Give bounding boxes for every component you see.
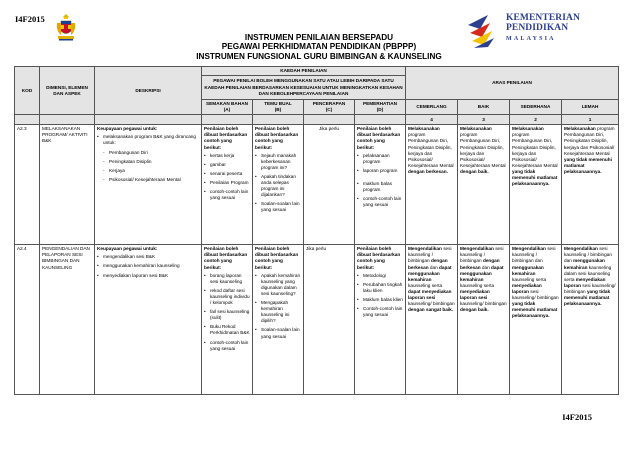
method-item: • contoh-contoh lain yang sesuai bbox=[357, 196, 403, 208]
method-item: • borang laporan sesi kaunseling bbox=[204, 273, 250, 285]
header-aras-penilaian: ARAS PENILAIAN bbox=[406, 67, 619, 100]
header-score-2: 2 bbox=[510, 115, 562, 125]
method-item: • Perubahan tingkah laku klien bbox=[357, 282, 403, 294]
method-item: • Metodologi bbox=[357, 273, 403, 279]
method-item: • fail sesi kaunseling (sulit) bbox=[204, 309, 250, 321]
method-item: • maklum balas program bbox=[357, 181, 403, 193]
row-method-d bbox=[355, 245, 406, 395]
method-item: • contoh-contoh lain yang sesuai bbox=[204, 340, 250, 352]
method-lead: Penilaian boleh dibuat berdasarkan contoh yang berikut: bbox=[357, 246, 401, 270]
row-level-3: Mengendalikan sesi kaunseling / bimbingan dengan berkesan dan dapat menggunakan kemahiran kaunseling serta menyediakan laporan sesi kaunseling/ bimbingan dengan baik. bbox=[458, 245, 510, 395]
logo-line-2: PENDIDIKAN bbox=[506, 22, 569, 33]
method-item: • Penilaian Program bbox=[204, 180, 250, 186]
method-item: • Apakah kemahiran kaunseling yang digunakan dalam sesi kaunseling? bbox=[255, 273, 301, 297]
method-lead: Penilaian boleh dibuat berdasarkan contoh yang berikut: bbox=[357, 126, 401, 150]
row-dimensi: MELAKSANAKAN PROGRAM/ AKTIVITI B&K bbox=[40, 125, 95, 245]
logo-line-3: MALAYSIA bbox=[506, 36, 556, 43]
method-item: • gambar bbox=[204, 162, 250, 168]
method-lead: Penilaian boleh dibuat berdasarkan contoh yang berikut: bbox=[255, 246, 299, 270]
header-method-b: TEMU BUAL (B) bbox=[253, 100, 304, 115]
header-method-c: PENCERAPAN (C) bbox=[304, 100, 355, 115]
method-item: • kertas kerja bbox=[204, 153, 250, 159]
method-lead: Penilaian boleh dibuat berdasarkan contoh yang berikut: bbox=[204, 246, 248, 270]
method-lead: Penilaian boleh dibuat berdasarkan contoh yang berikut: bbox=[255, 126, 299, 150]
row-level-2: Mengendalikan sesi kaunseling / bimbingan dan menggunakan kemahiran kaunseling serta menyediakan laporan sesi kaunseling/ bimbingan yang tidak memenuhi matlamat pelaksanaannya. bbox=[510, 245, 562, 395]
header-score-blank bbox=[15, 115, 40, 125]
row-method-c: Jika perlu bbox=[304, 245, 355, 395]
header-row-scores bbox=[15, 115, 619, 125]
title-line-3: INSTRUMEN FUNGSIONAL GURU BIMBINGAN & KAUNSELING bbox=[196, 51, 442, 61]
row-deskripsi bbox=[95, 125, 202, 245]
row-level-3: Melaksanakan program Pembangunan Diri, Peningkatan Disiplin, kerjaya dan Psikososial/ Kesejahteraan Mental dengan baik. bbox=[458, 125, 510, 245]
desk-subitem: - Psikososial/ Kesejahteraan Mental bbox=[103, 177, 199, 183]
row-level-4: Mengendalikan sesi kaunseling / bimbingan dengan berkesan dan dapat menggunakan kemahiran kaunseling serta dapat menyediakan laporan sesi kaunseling/ bimbingan dengan sangat baik. bbox=[406, 245, 458, 395]
method-item: • laporan program bbox=[357, 168, 403, 174]
desk-item: • menggunakan kemahiran kaunseling bbox=[97, 263, 199, 269]
header-method-a: SEMAKAN BAHAN (A) bbox=[202, 100, 253, 115]
row-level-2: Melaksanakan program Pembangunan Diri, Peningkatan Disiplin, kerjaya dan Psikososial/ Kesejahteraan Mental yang tidak memenuhi matlamat pelaksanaannya. bbox=[510, 125, 562, 245]
row-method-b bbox=[253, 245, 304, 395]
header-row-1 bbox=[15, 67, 619, 76]
desk-subitem: - Kerjaya bbox=[103, 168, 199, 174]
header-score-blank bbox=[304, 115, 355, 125]
desk-subitem: - Peningkatan Disiplin bbox=[103, 159, 199, 165]
method-item: • pelaksanaan program bbox=[357, 153, 403, 165]
header-kod: KOD bbox=[15, 67, 40, 115]
method-item: • Contoh-contoh lain yang sesuai bbox=[357, 306, 403, 318]
header-score-blank bbox=[95, 115, 202, 125]
desk-subitem: - Pembangunan Diri bbox=[103, 150, 199, 156]
method-item: • Maklum balas klien bbox=[357, 297, 403, 303]
row-level-4: Melaksanakan program Pembangunan Diri, Peningkatan Disiplin, kerjaya dan Psikososial/ Kesejahteraan Mental dengan berkesan. bbox=[406, 125, 458, 245]
row-dimensi: PENGENDALIAN DAN PELAPORAN SESI BIMBINGAN DAN KAUNSELING bbox=[40, 245, 95, 395]
document-titles bbox=[0, 33, 638, 61]
desk-lead: Keupayaan pegawai untuk: bbox=[97, 126, 158, 132]
row-method-a bbox=[202, 245, 253, 395]
logo-line-1: KEMENTERIAN bbox=[506, 13, 580, 23]
desk-lead: Keupayaan pegawai untuk: bbox=[97, 246, 158, 252]
header-level-lemah: LEMAH bbox=[562, 100, 619, 115]
method-item: • Mengapakah kemahiran kaunseling ini dipilih? bbox=[255, 300, 301, 324]
method-item: • Sejauh manakah keberkesanan program ini? bbox=[255, 153, 301, 171]
table-row bbox=[15, 125, 619, 245]
row-method-b bbox=[253, 125, 304, 245]
header-score-blank bbox=[40, 115, 95, 125]
row-level-1: Mengendalikan sesi kaunseling / bimbingan dan menggunakan kemahiran kaunseling dalam sesi kaunseling serta menyediakan laporan sesi kaunseling/ bimbingan yang tidak memenuhi matlamat pelaksanaannya. bbox=[562, 245, 619, 395]
row-method-a bbox=[202, 125, 253, 245]
header-score-3: 3 bbox=[458, 115, 510, 125]
header-score-blank bbox=[202, 115, 253, 125]
row-method-d bbox=[355, 125, 406, 245]
title-line-2: PEGAWAI PERKHIDMATAN PENDIDIKAN (PBPPP) bbox=[221, 42, 417, 52]
row-deskripsi bbox=[95, 245, 202, 395]
method-item: • senarai peserta bbox=[204, 171, 250, 177]
header-score-1: 1 bbox=[562, 115, 619, 125]
document-code-bottom: I4F2015 bbox=[562, 412, 592, 422]
header-deskripsi: DESKRIPSI bbox=[95, 67, 202, 115]
header-level-baik: BAIK bbox=[458, 100, 510, 115]
row-method-c: Jika perlu bbox=[304, 125, 355, 245]
title-line-1: INSTRUMEN PENILAIAN BERSEPADU bbox=[244, 33, 394, 42]
header-level-cemerlang: CEMERLANG bbox=[406, 100, 458, 115]
row-level-1: Melaksanakan program Pembangunan Diri, Peningkatan Disiplin, kerjaya dan Psikososial/ Kesejahteraan Mental yang tidak memenuhi matlamat pelaksanaannya. bbox=[562, 125, 619, 245]
method-item: • Soalan-soalan lain yang sesuai bbox=[255, 201, 301, 213]
row-kod: A2.4 bbox=[15, 245, 40, 395]
desk-item: • mengendalikan sesi B&K bbox=[97, 254, 199, 260]
row-kod: A2.3 bbox=[15, 125, 40, 245]
method-lead: Penilaian boleh dibuat berdasarkan contoh yang berikut: bbox=[204, 126, 248, 150]
table-row bbox=[15, 245, 619, 395]
header-score-4: 4 bbox=[406, 115, 458, 125]
assessment-rubric-table bbox=[14, 66, 619, 395]
header-score-blank bbox=[253, 115, 304, 125]
header-dimensi: DIMENSI, ELEMEN DAN ASPEK bbox=[40, 67, 95, 115]
method-item: • contoh-contoh lain yang sesuai bbox=[204, 189, 250, 201]
desk-item: • melaksanakan program B&K yang dirancang untuk: bbox=[97, 134, 199, 146]
header-kaedah-note: PEGAWAI PENILAI BOLEH MENGGUNAKAN SATU ATAU LEBIH DARIPADA SATU KAEDAH PENILAIAN BERDASARKAN KESESUAIAN UNTUK MENINGKATKAN KESAHAN DAN KEBOLEHPERCAYAAN PENILAIAN bbox=[202, 76, 406, 100]
header-level-sederhana: SEDERHANA bbox=[510, 100, 562, 115]
desk-item: • menyediakan laporan sesi B&K bbox=[97, 273, 199, 279]
header-method-d: PEMERHATIAN (D) bbox=[355, 100, 406, 115]
document-code-top: I4F2015 bbox=[15, 14, 45, 24]
header-kaedah-penilaian: KAEDAH PENILAIAN bbox=[202, 67, 406, 76]
header-score-blank bbox=[355, 115, 406, 125]
method-item: • Soalan-soalan lain yang sesuai bbox=[255, 327, 301, 339]
method-item: • Buku Rekod Perkhidmatan B&K bbox=[204, 324, 250, 336]
method-item: • rekod daftar sesi kaunseling individu / kelompok bbox=[204, 288, 250, 306]
method-item: • Apakah tindakan anda selepas program ini dijalankan? bbox=[255, 174, 301, 198]
